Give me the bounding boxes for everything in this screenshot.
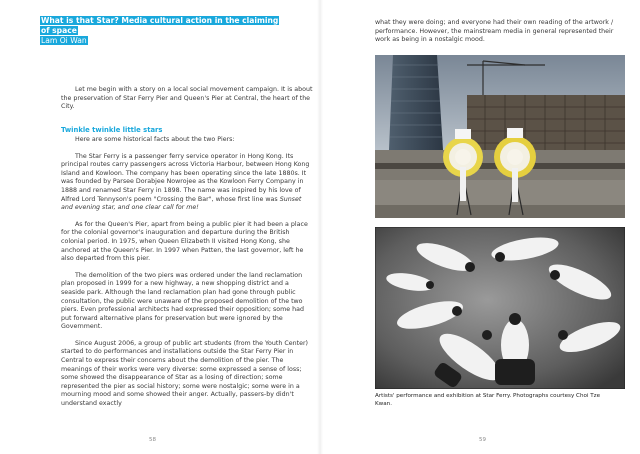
- paragraph-4: The demolition of the two piers was ordered under the land reclamation plan proposed in 1999 for a new highway, a new shopping district and a seaside park. Although the land reclamation plan had gone through public consultation, the public were unaware of the proposed demolition of the two piers. Even professional architects had expressed their opposition; some had put forward alternative plans for preservation but were ignored by the Government.: [61, 271, 304, 331]
- star-performance-photo-image: [375, 227, 625, 389]
- paragraph-3: As for the Queen's Pier, apart from being a public pier it had been a place for the colonial governor's inauguration and departure during the British colonial period. In 1975, when Queen Elizabeth II visited Hong Kong, she anchored at the Queen's Pier. In 1997 when Patten, the last governor, left he also departed from this pier.: [61, 220, 308, 263]
- section-subheading: Twinkle twinkle little stars: [61, 126, 163, 134]
- article-title: [40, 16, 300, 46]
- title-line-2: of space: [41, 26, 77, 35]
- page-number-left: 58: [149, 437, 156, 443]
- paragraph-1: Here are some historical facts about the two Piers:: [75, 136, 235, 143]
- author-name: Lam Oi Wan: [41, 36, 87, 45]
- wreaths-photo: [375, 55, 625, 218]
- paragraph-2-text: The Star Ferry is a passenger ferry service operator in Hong Kong. Its principal routes carry passengers across Victoria Harbour, between Hong Kong Island and Kowloon. The company has been operating since the late 1880s. It was founded by Parsee Dorabjee Nowrojee as the Kowloon Ferry Company in 1888 and renamed Star Ferry in 1898. The name was inspired by his love of Alfred Lord Tennyson's poem "Crossing the Bar", whose first line was: [61, 152, 310, 203]
- body-column: [61, 136, 313, 409]
- photo-caption: Artists' performance and exhibition at Star Ferry. Photographs courtesy Choi Tze Kwan.: [375, 393, 601, 407]
- continued-text: what they were doing; and everyone had their own reading of the artwork / performance. However, the mainstream media in general represented their work as being in a nostalgic mood.: [375, 19, 614, 44]
- right-page: [320, 0, 640, 454]
- paragraph-2: [61, 153, 313, 213]
- star-performance-photo: [375, 227, 625, 389]
- title-line-1: What is that Star? Media cultural action in the claiming: [41, 16, 279, 25]
- intro-paragraph: [61, 86, 313, 112]
- intro-text: Let me begin with a story on a local social movement campaign. It is about the preservation of Star Ferry Pier and Queen's Pier at Central, the heart of the City.: [61, 86, 313, 111]
- wreaths-photo-image: [375, 55, 625, 218]
- poem-quote: Sunset and evening star, and one clear call for me!: [61, 195, 302, 212]
- paragraph-5: Since August 2006, a group of public art students (from the Youth Center) started to do performances and installations outside the Star Ferry Pier in Central to express their concerns about the demolition of the pier. The meanings of their works were very diverse: some expressed a sense of loss; some showed the disappearance of Star as a losing of direction; some represented the pier as social history; some were nostalgic; some were in a mourning mood and some showed their anger. Actually, passers-by didn't understand exactly: [61, 339, 308, 408]
- page-number-right: 59: [479, 437, 486, 443]
